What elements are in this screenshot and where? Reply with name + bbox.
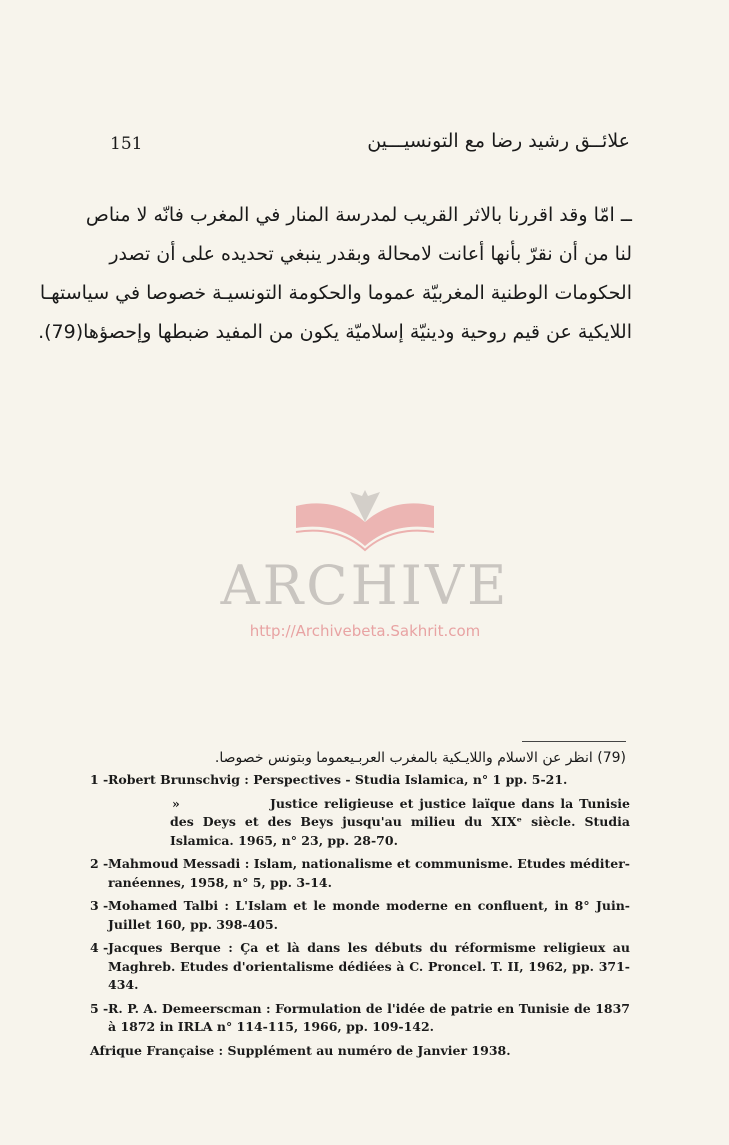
page-number: 151 [110, 134, 143, 154]
reference-item [90, 771, 630, 790]
reference-item [90, 1042, 630, 1061]
reference-number: 3 - [90, 898, 109, 913]
reference-text: Mohamed Talbi : L'Islam et le monde moderne en confluent, in 8° Juin-Juillet 160, pp. 398-405. [108, 898, 630, 932]
reference-number: 1 - [90, 772, 109, 787]
running-title: علائــق رشيد رضا مع التونسيـــين [367, 130, 630, 152]
body-line: لنا من أن نقرّ بأنها أعانت لامحالة وبقدر ينبغي تحديده على أن تصدر [109, 243, 632, 265]
reference-list [90, 771, 630, 1065]
reference-text: Justice religieuse et justice laïque dans la Tunisie des Deys et des Beys jusqu'au milieu du XIXᵉ siècle. Studia Islamica. 1965, n° 23, pp. 28-70. [170, 795, 630, 848]
reference-number: 4 - [90, 940, 109, 955]
reference-ditto: » [172, 795, 180, 811]
body-line: الحكومات الوطنية المغربيّة عموما والحكومة التونسيـة خصوصا في سياستهـا [39, 282, 632, 304]
reference-number: 5 - [90, 1000, 109, 1016]
body-line: ــ امّا وقد اقررنا بالاثر القريب لمدرسة المنار في المغرب فانّه لا مناص [85, 204, 632, 226]
reference-text: Afrique Française : Supplément au numéro de Janvier 1938. [90, 1042, 511, 1058]
reference-number: 2 - [90, 856, 109, 871]
reference-item [90, 855, 630, 892]
archive-watermark [200, 488, 530, 648]
reference-item [90, 795, 630, 851]
reference-text: R. P. A. Demeerscman : Formulation de l'idée de patrie en Tunisie de 1837 à 1872 in IRLA n° 114-115, 1966, pp. 109-142. [108, 1000, 630, 1034]
reference-item [90, 897, 630, 934]
body-line: اللايكية عن قيم روحية ودينيّة إسلاميّة يكون من المفيد ضبطها وإحصؤها(79). [38, 321, 632, 343]
reference-text: Robert Brunschvig : Perspectives - Studia Islamica, n° 1 pp. 5-21. [108, 772, 568, 787]
reference-item [90, 939, 630, 995]
watermark-url: http://Archivebeta.Sakhrit.com [249, 622, 481, 640]
page-header [110, 130, 630, 170]
footnote-79: (79) انظر عن الاسلام واللايـكية بالمغرب العربـيعموما وبتونس خصوصا. [214, 750, 626, 766]
open-book-icon [290, 488, 440, 558]
footnote-divider [522, 741, 626, 742]
reference-item [90, 1000, 630, 1037]
watermark-title: ARCHIVE [220, 554, 510, 617]
body-paragraph [38, 196, 632, 352]
reference-text: Mahmoud Messadi : Islam, nationalisme et communisme. Etudes méditer-ranéennes, 1958, n° 5, pp. 3-14. [108, 856, 630, 890]
reference-text: Jacques Berque : Ça et là dans les débuts du réformisme religieux au Maghreb. Etudes d'orientalisme dédiées à C. Proncel. T. II, 1962, pp. 371-434. [108, 940, 630, 992]
